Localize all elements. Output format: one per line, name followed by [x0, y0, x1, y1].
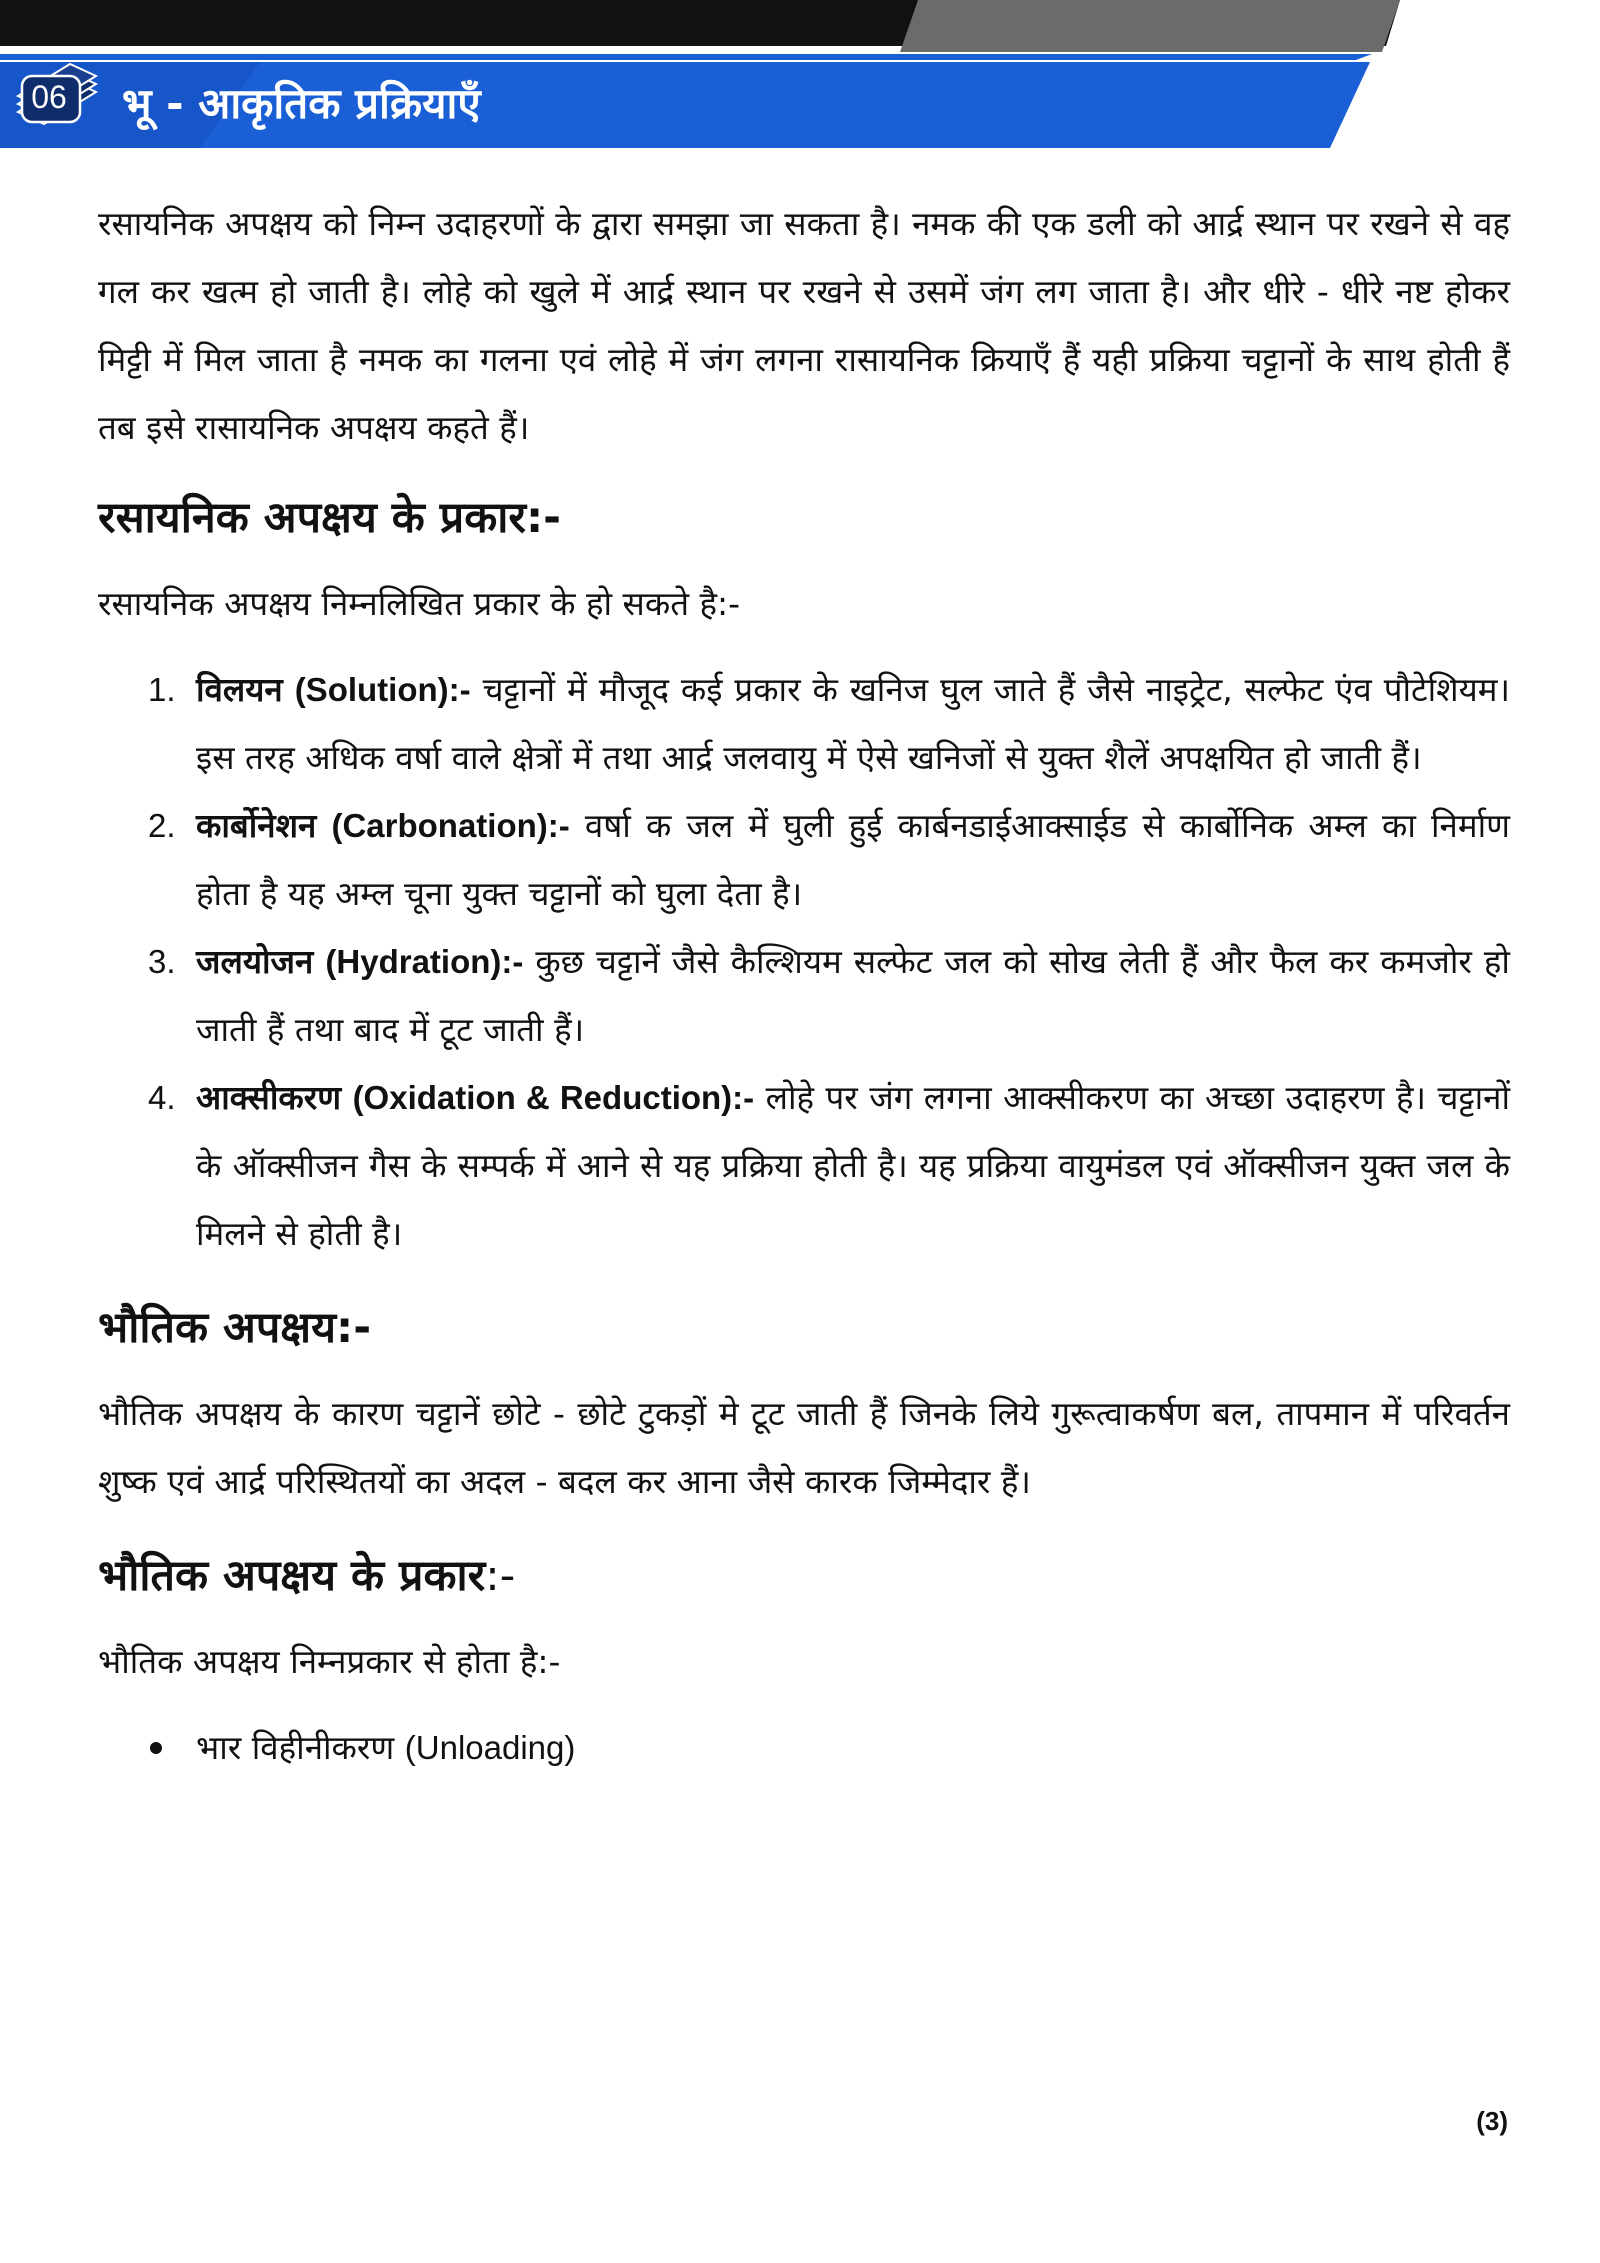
term-hindi: विलयन [196, 670, 283, 709]
term-hindi: कार्बोनेशन [196, 806, 317, 845]
list-item [98, 1714, 1510, 1782]
physical-types-heading-tail: :- [485, 1551, 516, 1601]
term-english: (Oxidation & Reduction):- [352, 1079, 755, 1116]
chemical-types-intro: रसायनिक अपक्षय निम्नलिखित प्रकार के हो सकते है:- [98, 584, 741, 623]
page-content [98, 190, 1510, 1782]
physical-types-heading [98, 1546, 1510, 1606]
list-item [98, 656, 1510, 792]
item-hindi: भार विहीनीकरण [196, 1728, 395, 1767]
list-item-number: 4. [148, 1079, 176, 1116]
chemical-types-list [98, 656, 1510, 1268]
header-thin-line [0, 54, 1372, 60]
list-item-number: 3. [148, 943, 176, 980]
chapter-number: 06 [31, 79, 67, 115]
term-english: (Carbonation):- [331, 807, 570, 844]
page-number: (3) [1476, 2106, 1508, 2136]
physical-paragraph: भौतिक अपक्षय के कारण चट्टानें छोटे - छोटे टुकड़ों मे टूट जाती हैं जिनके लिये गुरूत्वाकर्षण बल, तापमान में परिवर्तन शुष्क एवं आर्द्र परिस्थितयों का अदल - बदल कर आना जैसे कारक जिम्मेदार हैं। [98, 1394, 1510, 1501]
item-text: चट्टानों में मौजूद कई प्रकार के खनिज घुल जाते हैं जैसे नाइट्रेट, सल्फेट एंव पौटेशियम। इस तरह अधिक वर्षा वाले क्षेत्रों में तथा आर्द्र जलवायु में ऐसे खनिजों से युक्त शैलें अपक्षयित हो जाती हैं। [196, 670, 1510, 777]
list-item [98, 792, 1510, 928]
item-text: कुछ चट्टानें जैसे कैल्शियम सल्फेट जल को सोख लेती हैं और फैल कर कमजोर हो जाती हैं तथा बाद में टूट जाती हैं। [196, 942, 1510, 1049]
physical-heading: भौतिक अपक्षय:- [98, 1303, 372, 1353]
chapter-title: भू - आकृतिक प्रक्रियाएँ [122, 79, 481, 128]
physical-types-heading-text: भौतिक अपक्षय के प्रकार [98, 1551, 486, 1601]
physical-types-list [98, 1714, 1510, 1782]
physical-types-intro: भौतिक अपक्षय निम्नप्रकार से होता है:- [98, 1642, 561, 1681]
item-text: वर्षा क जल में घुली हुई कार्बनडाईआक्साईड से कार्बोनिक अम्ल का निर्माण होता है यह अम्ल चूना युक्त चट्टानों को घुला देता है। [196, 806, 1510, 913]
term-hindi: जलयोजन [196, 942, 314, 981]
header-grey-stripe [900, 0, 1400, 52]
item-text: लोहे पर जंग लगना आक्सीकरण का अच्छा उदाहरण है। चट्टानों के ऑक्सीजन गैस के सम्पर्क में आने से यह प्रक्रिया होती है। यह प्रक्रिया वायुमंडल एवं ऑक्सीजन युक्त जल के मिलने से होती है। [196, 1078, 1510, 1253]
term-english: (Hydration):- [325, 943, 524, 980]
page-header [0, 0, 1600, 150]
chemical-types-heading: रसायनिक अपक्षय के प्रकार:- [98, 493, 561, 543]
list-item [98, 1064, 1510, 1268]
list-item [98, 928, 1510, 1064]
term-hindi: आक्सीकरण [196, 1078, 342, 1117]
item-english: (Unloading) [404, 1729, 576, 1766]
intro-paragraph: रसायनिक अपक्षय को निम्न उदाहरणों के द्वारा समझा जा सकता है। नमक की एक डली को आर्द्र स्थान पर रखने से वह गल कर खत्म हो जाती है। लोहे को खुले में आर्द्र स्थान पर रखने से उसमें जंग लग जाता है। और धीरे - धीरे नष्ट होकर मिट्टी में मिल जाता है नमक का गलना एवं लोहे में जंग लगना रासायनिक क्रियाएँ हैं यही प्रक्रिया चट्टानों के साथ होती हैं तब इसे रासायनिक अपक्षय कहते हैं। [98, 204, 1510, 447]
list-item-number: 1. [148, 671, 176, 708]
term-english: (Solution):- [294, 671, 471, 708]
bullet-icon [150, 1742, 162, 1754]
list-item-number: 2. [148, 807, 176, 844]
